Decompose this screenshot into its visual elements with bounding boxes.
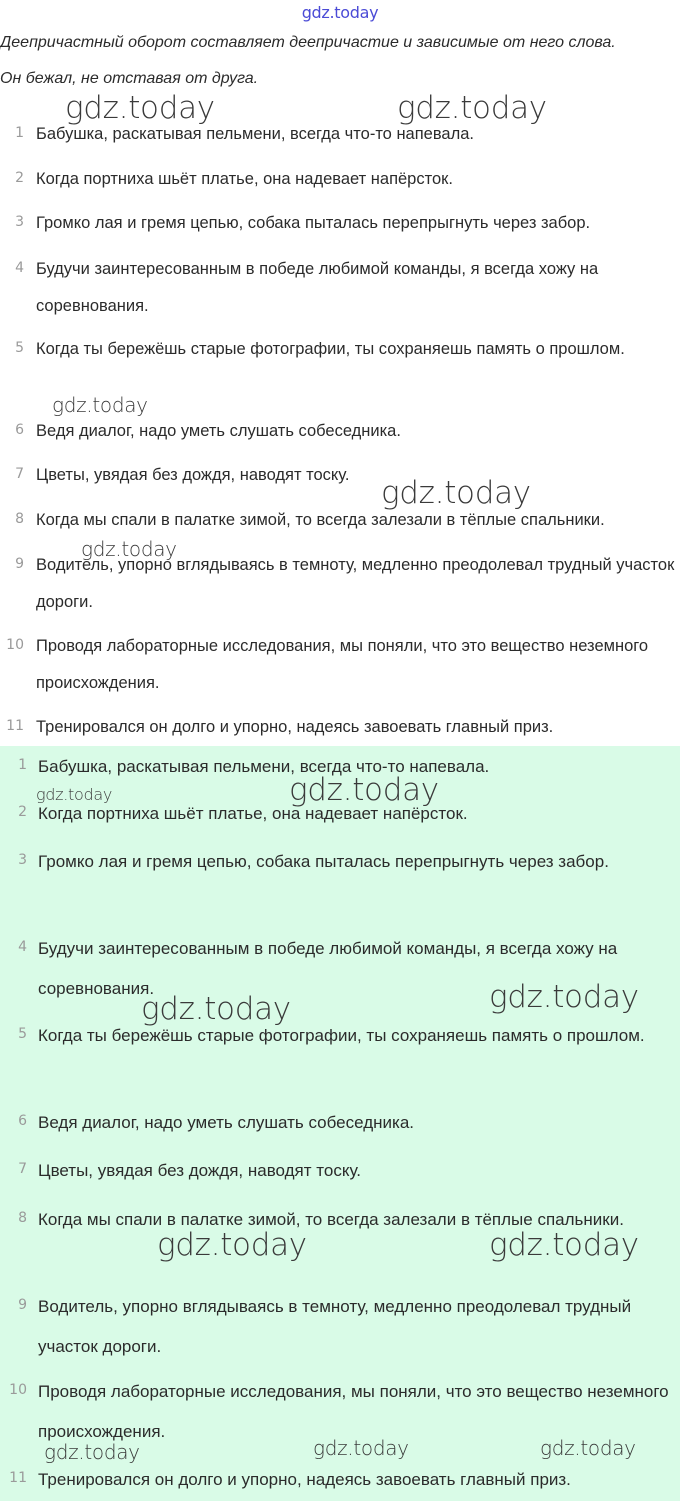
item-text: Когда мы спали в палатке зимой, то всегда залезали в тёплые спальники. xyxy=(36,511,605,529)
watermark: gdz.today xyxy=(381,475,531,511)
item-text: Ведя диалог, надо уметь слушать собеседника. xyxy=(38,1113,414,1132)
watermark: gdz.today xyxy=(81,537,177,561)
item-number: 1 xyxy=(18,757,27,773)
item-text: Проводя лабораторные исследования, мы поняли, что это вещество неземного происхождения. xyxy=(38,1382,669,1441)
item-text: Бабушка, раскатывая пельмени, всегда что-то напевала. xyxy=(38,757,490,776)
item-number: 3 xyxy=(18,852,27,868)
item-number: 6 xyxy=(18,1113,27,1129)
item-number: 7 xyxy=(15,466,24,482)
item-text: Ведя диалог, надо уметь слушать собеседника. xyxy=(36,422,401,440)
item-number: 10 xyxy=(6,637,24,653)
item-number: 7 xyxy=(18,1161,27,1177)
item-number: 11 xyxy=(9,1470,27,1486)
item-number: 4 xyxy=(18,939,27,955)
item-number: 1 xyxy=(15,125,24,141)
watermark: gdz.today xyxy=(52,393,148,417)
item-number: 8 xyxy=(15,511,24,527)
item-number: 11 xyxy=(6,718,24,734)
item-number: 2 xyxy=(15,170,24,186)
item-text: Водитель, упорно вглядываясь в темноту, медленно преодолевал трудный участок дороги. xyxy=(38,1297,632,1356)
watermark: gdz.today xyxy=(36,785,113,804)
item-text: Проводя лабораторные исследования, мы поняли, что это вещество неземного происхождения. xyxy=(36,637,649,692)
rule-text: Деепричастный оборот составляет деепричастие и зависимые от него слова. xyxy=(0,34,616,51)
item-number: 6 xyxy=(15,422,24,438)
watermark: gdz.today xyxy=(397,90,547,126)
watermark: gdz.today xyxy=(540,1436,636,1460)
item-number: 2 xyxy=(18,804,27,820)
item-text: Бабушка, раскатывая пельмени, всегда что-то напевала. xyxy=(36,125,474,143)
item-text: Когда портниха шьёт платье, она надевает напёрсток. xyxy=(36,170,453,188)
watermark: gdz.today xyxy=(489,979,639,1015)
item-number: 10 xyxy=(9,1382,27,1398)
answer-panel xyxy=(0,746,680,1501)
item-text: Когда мы спали в палатке зимой, то всегда залезали в тёплые спальники. xyxy=(38,1210,624,1229)
item-number: 3 xyxy=(15,214,24,230)
watermark: gdz.today xyxy=(489,1227,639,1263)
site-mark[interactable]: gdz.today xyxy=(301,3,379,22)
item-text: Когда ты бережёшь старые фотографии, ты сохраняешь память о прошлом. xyxy=(36,340,625,358)
watermark: gdz.today xyxy=(313,1436,409,1460)
item-text: Громко лая и гремя цепью, собака пыталась перепрыгнуть через забор. xyxy=(38,852,609,871)
example-text: Он бежал, не отставая от друга. xyxy=(0,70,259,87)
item-text: Тренировался он долго и упорно, надеясь завоевать главный приз. xyxy=(36,718,554,736)
watermark: gdz.today xyxy=(141,991,291,1027)
item-number: 9 xyxy=(15,556,24,572)
item-text: Громко лая и гремя цепью, собака пыталась перепрыгнуть через забор. xyxy=(36,214,591,232)
watermark: gdz.today xyxy=(65,90,215,126)
item-text: Будучи заинтересованным в победе любимой команды, я всегда хожу на соревнования. xyxy=(36,260,599,315)
item-number: 8 xyxy=(18,1210,27,1226)
item-text: Водитель, упорно вглядываясь в темноту, медленно преодолевал трудный участок дороги. xyxy=(36,556,675,611)
item-text: Цветы, увядая без дождя, наводят тоску. xyxy=(38,1161,361,1180)
item-text: Цветы, увядая без дождя, наводят тоску. xyxy=(36,466,350,484)
item-text: Тренировался он долго и упорно, надеясь завоевать главный приз. xyxy=(38,1470,571,1489)
item-number: 9 xyxy=(18,1297,27,1313)
watermark: gdz.today xyxy=(44,1440,140,1464)
item-number: 5 xyxy=(15,340,24,356)
item-number: 4 xyxy=(15,260,24,276)
item-number: 5 xyxy=(18,1026,27,1042)
item-text: Будучи заинтересованным в победе любимой команды, я всегда хожу на соревнования. xyxy=(38,939,618,998)
item-text: Когда ты бережёшь старые фотографии, ты сохраняешь память о прошлом. xyxy=(38,1026,645,1045)
item-text: Когда портниха шьёт платье, она надевает напёрсток. xyxy=(38,804,468,823)
watermark: gdz.today xyxy=(157,1227,307,1263)
watermark: gdz.today xyxy=(289,772,439,808)
